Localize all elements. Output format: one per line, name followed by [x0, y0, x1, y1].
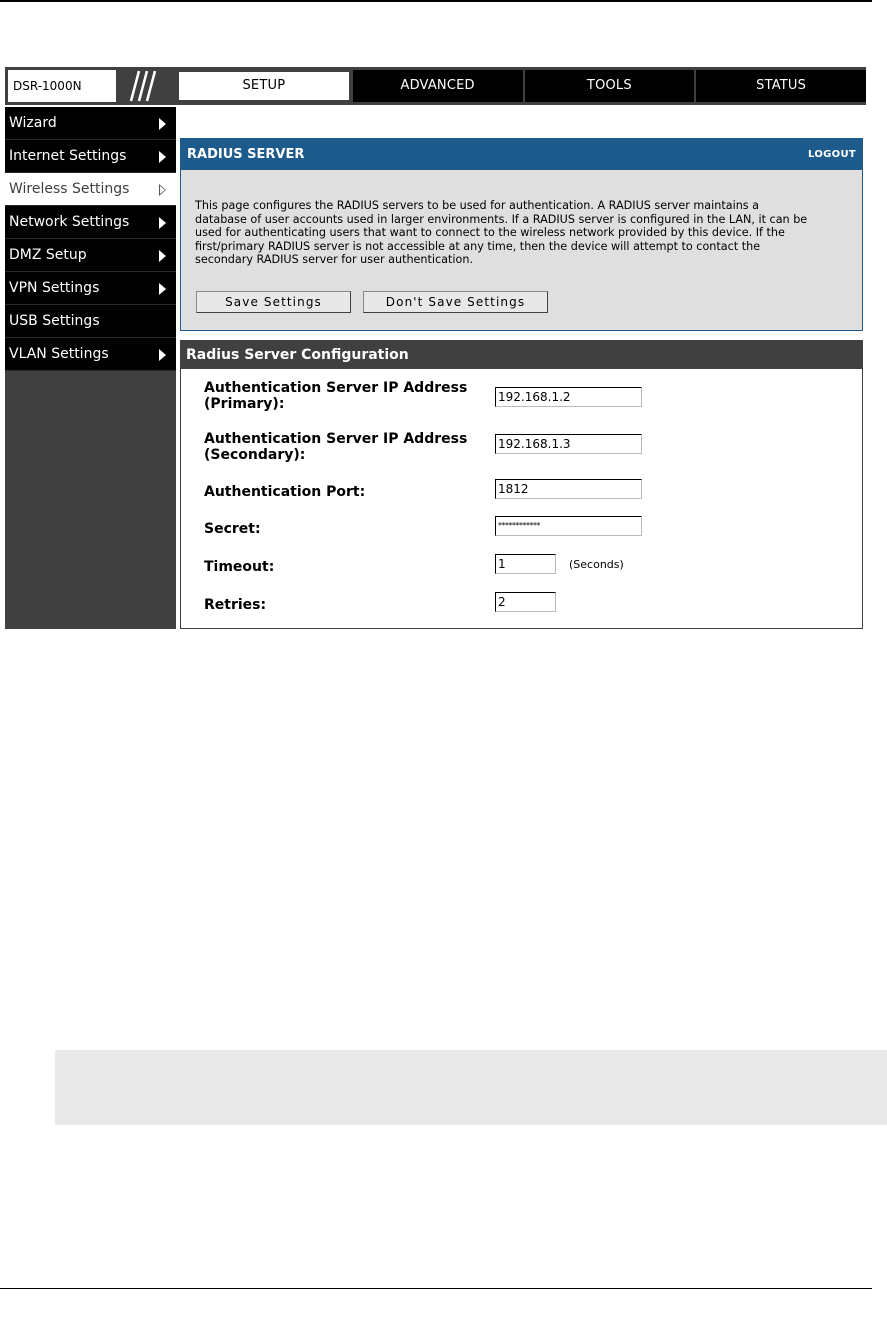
chevron-right-outline-icon — [159, 184, 166, 196]
logout-link[interactable]: LOGOUT — [808, 149, 856, 160]
timeout-label: Timeout: — [204, 559, 275, 575]
secondary-server-label — [204, 431, 467, 463]
sidebar-item-wizard[interactable] — [5, 107, 176, 140]
chevron-right-icon — [159, 283, 166, 295]
note-box — [55, 1050, 887, 1125]
secondary-server-ip-input[interactable] — [495, 434, 642, 454]
label-line: (Secondary): — [204, 447, 306, 463]
radius-config-section — [180, 340, 863, 629]
label-line: Authentication Server IP Address — [204, 380, 468, 396]
timeout-unit: (Seconds) — [569, 558, 624, 571]
radius-server-panel — [180, 138, 863, 331]
save-settings-button[interactable]: Save Settings — [196, 291, 351, 313]
tab-setup[interactable]: SETUP — [177, 70, 351, 102]
sidebar-item-dmz-setup[interactable] — [5, 239, 176, 272]
sidebar-item-internet-settings[interactable] — [5, 140, 176, 173]
panel-header — [181, 139, 862, 170]
label-line: (Primary): — [204, 396, 285, 412]
page-bottom-rule — [0, 1288, 872, 1289]
tab-advanced[interactable]: ADVANCED — [351, 70, 523, 102]
sidebar-item-wireless-settings[interactable] — [5, 173, 176, 206]
chevron-right-icon — [159, 349, 166, 361]
dont-save-settings-button[interactable]: Don't Save Settings — [363, 291, 548, 313]
retries-label: Retries: — [204, 597, 267, 613]
authentication-port-input[interactable] — [495, 479, 642, 499]
sidebar-item-label: Wireless Settings — [9, 181, 130, 197]
sidebar-item-vpn-settings[interactable] — [5, 272, 176, 305]
sidebar-item-usb-settings[interactable] — [5, 305, 176, 338]
label-line: Authentication Server IP Address — [204, 431, 468, 447]
page-title: RADIUS SERVER — [187, 147, 305, 162]
sidebar-item-label: USB Settings — [9, 313, 100, 329]
sidebar-item-network-settings[interactable] — [5, 206, 176, 239]
section-title: Radius Server Configuration — [181, 341, 862, 369]
chevron-right-icon — [159, 250, 166, 262]
chevron-right-icon — [159, 151, 166, 163]
timeout-input[interactable] — [495, 554, 556, 574]
page-top-rule — [0, 0, 872, 2]
tab-tools[interactable]: TOOLS — [523, 70, 695, 102]
chevron-right-icon — [159, 118, 166, 130]
sidebar-item-label: VPN Settings — [9, 280, 100, 296]
sidebar-item-vlan-settings[interactable] — [5, 338, 176, 371]
brand-area — [5, 67, 177, 105]
description-line: used for authenticating users that want to connect to the wireless network provided by this device. If the — [195, 226, 785, 239]
sidebar-item-label: Network Settings — [9, 214, 130, 230]
primary-server-ip-input[interactable] — [495, 387, 642, 407]
secret-label: Secret: — [204, 521, 261, 537]
description-line: secondary RADIUS server for user authentication. — [195, 253, 474, 266]
retries-input[interactable] — [495, 592, 556, 612]
secret-input[interactable]: ************ — [495, 516, 642, 536]
description-line: This page configures the RADIUS servers to be used for authentication. A RADIUS server maintains a — [195, 199, 760, 212]
primary-server-label — [204, 380, 467, 412]
chevron-right-icon — [159, 217, 166, 229]
sidebar-item-label: Internet Settings — [9, 148, 127, 164]
top-navigation-bar — [5, 67, 866, 105]
brand-slash-icon — [117, 67, 177, 105]
description-line: first/primary RADIUS server is not accessible at any time, then the device will attempt to contact the — [195, 239, 761, 253]
authentication-port-label: Authentication Port: — [204, 484, 366, 500]
tab-status[interactable]: STATUS — [694, 70, 866, 102]
page-description — [195, 199, 857, 267]
sidebar-item-label: DMZ Setup — [9, 247, 87, 263]
description-line: database of user accounts used in larger environments. If a RADIUS server is configured in the LAN, it can be — [195, 212, 808, 226]
sidebar-item-label: Wizard — [9, 115, 57, 131]
main-tabs — [177, 70, 866, 102]
model-name: DSR-1000N — [8, 70, 116, 102]
sidebar-item-label: VLAN Settings — [9, 346, 109, 362]
sidebar — [5, 107, 176, 629]
